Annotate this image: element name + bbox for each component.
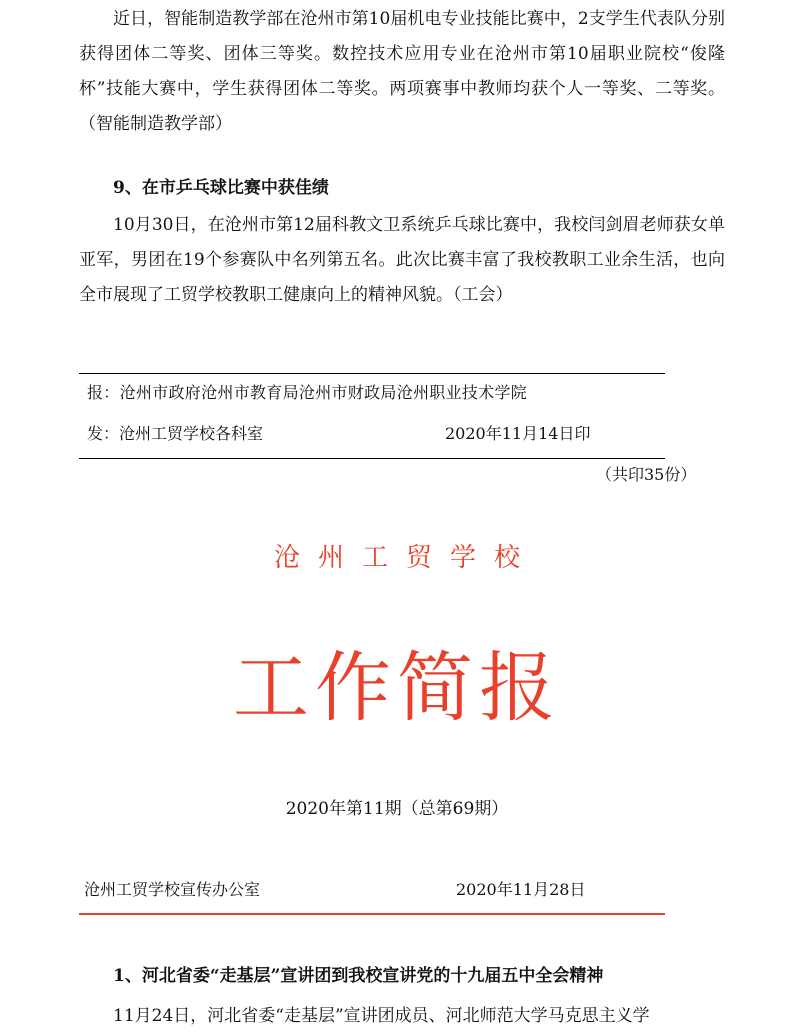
divider-top [79, 373, 665, 374]
print-date: 2020年11月14日印 [445, 424, 591, 443]
report-to-line: 报：沧州市政府沧州市教育局沧州市财政局沧州职业技术学院 [87, 383, 528, 402]
masthead-red-rule [79, 913, 665, 915]
copies-count: （共印35份） [596, 465, 697, 484]
send-to-line: 发：沧州工贸学校各科室 [87, 424, 264, 443]
school-name: 沧州工贸学校 [273, 543, 538, 573]
publishing-office: 沧州工贸学校宣传办公室 [84, 880, 261, 899]
briefing-title: 工作简报 [233, 643, 561, 732]
section-heading-pingpong: 9、在市乒乓球比赛中获佳绩 [113, 178, 329, 198]
paragraph-pingpong: 10月30日，在沧州市第12届科教文卫系统乒乓球比赛中，我校闫剑眉老师获女单亚军，男团在19个参赛队中名列第五名。此次比赛丰富了我校教职工业余生活，也向全市展现了工贸学校教职工健康向上的精神风貌。（工会） [79, 215, 725, 305]
paragraph-lecture-start: 11月24日，河北省委“走基层”宣讲团成员、河北师范大学马克思主义学 [113, 1006, 650, 1026]
publish-date: 2020年11月28日 [456, 880, 586, 899]
section-heading-lecture: 1、河北省委“走基层”宣讲团到我校宣讲党的十九届五中全会精神 [113, 966, 604, 986]
divider-bottom [79, 458, 665, 459]
issue-number: 2020年第11期（总第69期） [285, 799, 509, 819]
paragraph-awards: 近日，智能制造教学部在沧州市第10届机电专业技能比赛中，2支学生代表队分别获得团体二等奖、团体三等奖。数控技术应用专业在沧州市第10届职业院校“俊隆杯”技能大赛中，学生获得团体二等奖。两项赛事中教师均获个人一等奖、二等奖。（智能制造教学部） [79, 9, 725, 134]
